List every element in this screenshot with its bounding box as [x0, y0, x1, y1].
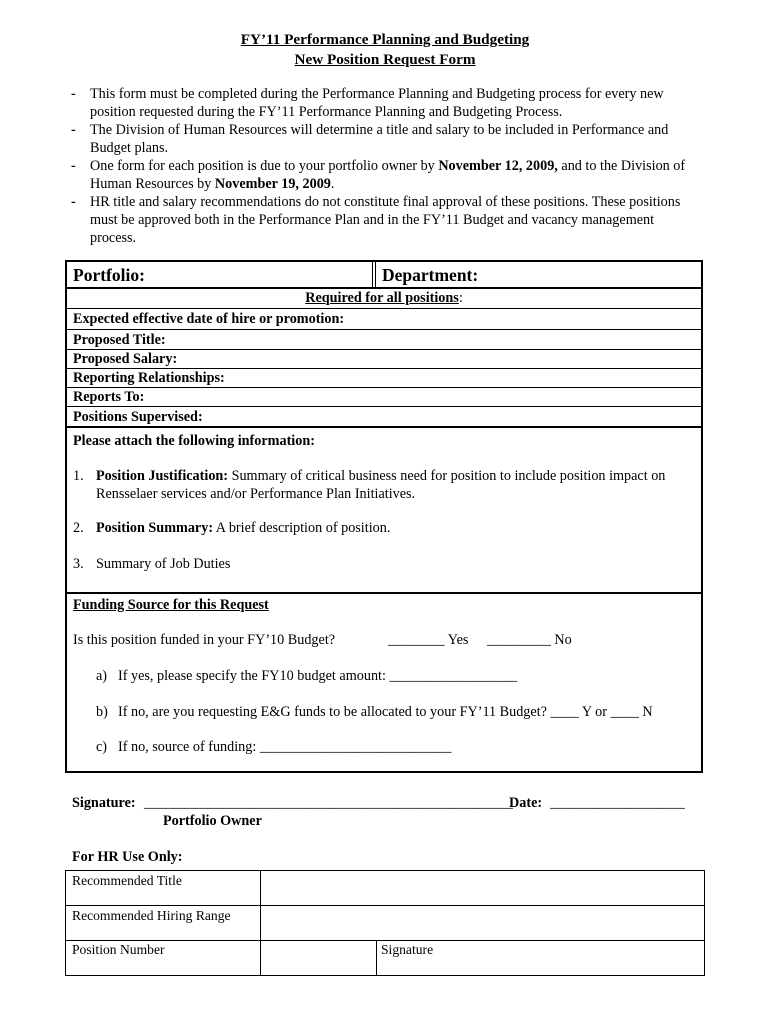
- instruction-text: HR title and salary recommendations do not constitute final approval of these positions. These positions must be approved both in the Performance Plan and in the FY’11 Budget and vacancy management process.: [90, 194, 681, 246]
- signature-line[interactable]: ____________________________________________________: [144, 795, 513, 811]
- instruction-item: [71, 193, 696, 247]
- date-label: Date:: [509, 795, 543, 811]
- position-request-form: [65, 260, 703, 773]
- form-title-line2: New Position Request Form: [294, 51, 476, 68]
- effective-date-row[interactable]: [67, 309, 701, 330]
- proposed-salary-row[interactable]: [67, 350, 701, 369]
- portfolio-owner-label: Portfolio Owner: [163, 813, 262, 829]
- funded-yes-blank[interactable]: ________ Yes: [388, 632, 469, 648]
- reporting-relationships-label: Reporting Relationships:: [73, 370, 225, 386]
- funded-no-blank[interactable]: _________ No: [487, 632, 572, 648]
- positions-supervised-row[interactable]: [67, 407, 701, 428]
- instruction-item: [71, 85, 696, 121]
- instruction-text: This form must be completed during the Performance Planning and Budgeting process for every new position requested during the FY’11 Performance Planning and Budgeting Process.: [90, 86, 664, 120]
- column-divider: [372, 262, 376, 287]
- attach-heading: Please attach the following information:: [73, 433, 315, 449]
- attach-item-1: 1. Position Justification: Summary of critical business need for position to include position impact on Rensselaer services and/or Performance Plan Initiatives.: [73, 468, 666, 502]
- instructions-list: [71, 85, 696, 247]
- attach-item-2-title: Position Summary:: [96, 520, 214, 536]
- instruction-text: .: [330, 176, 335, 192]
- reports-to-row[interactable]: [67, 388, 701, 407]
- question-b[interactable]: If no, are you requesting E&G funds to be allocated to your FY’11 Budget? ____ Y or ____ N: [118, 704, 653, 720]
- department-label[interactable]: Department:: [382, 265, 479, 285]
- hr-use-heading: For HR Use Only:: [72, 849, 183, 865]
- reporting-relationships-row[interactable]: [67, 369, 701, 388]
- instruction-text: and to the Division of Human Resources by: [90, 158, 686, 192]
- portfolio-deadline: November 12, 2009,: [438, 158, 558, 174]
- attach-item-2: 2. Position Summary: A brief description of position.: [73, 520, 391, 536]
- proposed-title-row[interactable]: [67, 330, 701, 350]
- positions-supervised-label: Positions Supervised:: [73, 409, 203, 425]
- instruction-text: The Division of Human Resources will determine a title and salary to be included in Performance and Budget plans.: [90, 122, 669, 156]
- recommended-range-label: Recommended Hiring Range: [72, 908, 231, 923]
- attach-item-1-title: Position Justification:: [96, 468, 229, 484]
- proposed-salary-label: Proposed Salary:: [73, 351, 178, 367]
- portfolio-label[interactable]: Portfolio:: [73, 265, 145, 285]
- required-heading-row: [67, 289, 701, 309]
- instruction-item: [71, 121, 696, 157]
- question-a[interactable]: If yes, please specify the FY10 budget amount: __________________: [118, 668, 518, 684]
- required-heading: Required for all positions:: [305, 290, 463, 306]
- bullet-marker: -: [71, 194, 76, 210]
- attachments-section: [67, 428, 701, 594]
- effective-date-label: Expected effective date of hire or promotion:: [73, 311, 345, 327]
- funded-question: Is this position funded in your FY’10 Budget?: [73, 632, 336, 648]
- funding-section: Funding Source for this Request Is this position funded in your FY’10 Budget? ________ Yes _________ No a) If yes, please specify the FY10 budget amount: __________________ b) If no, are you requesting E&G funds to be allocated to your FY’11 Budget? ____ Y or ____ N c) If no, source of funding: ___________________________: [73, 597, 653, 755]
- hr-deadline: November 19, 2009: [214, 176, 331, 192]
- signature-label: Signature:: [72, 795, 136, 811]
- hr-use-table: [65, 870, 705, 976]
- bullet-marker: -: [71, 122, 76, 138]
- form-title-line1: FY’11 Performance Planning and Budgeting: [240, 31, 530, 48]
- date-line[interactable]: ___________________: [550, 795, 685, 811]
- bullet-marker: -: [71, 86, 76, 102]
- hr-signature-label: Signature: [381, 942, 434, 957]
- funding-heading: Funding Source for this Request: [73, 597, 269, 613]
- question-c[interactable]: If no, source of funding: ___________________________: [118, 739, 452, 755]
- position-number-label: Position Number: [72, 942, 165, 957]
- recommended-title-label: Recommended Title: [72, 873, 182, 888]
- bullet-marker: -: [71, 158, 76, 174]
- attach-item-3: 3. Summary of Job Duties: [73, 556, 231, 572]
- instruction-item: [71, 157, 696, 193]
- proposed-title-label: Proposed Title:: [73, 332, 166, 348]
- instruction-text: One form for each position is due to your portfolio owner by: [90, 158, 439, 174]
- reports-to-label: Reports To:: [73, 389, 145, 405]
- portfolio-department-row: [67, 262, 701, 289]
